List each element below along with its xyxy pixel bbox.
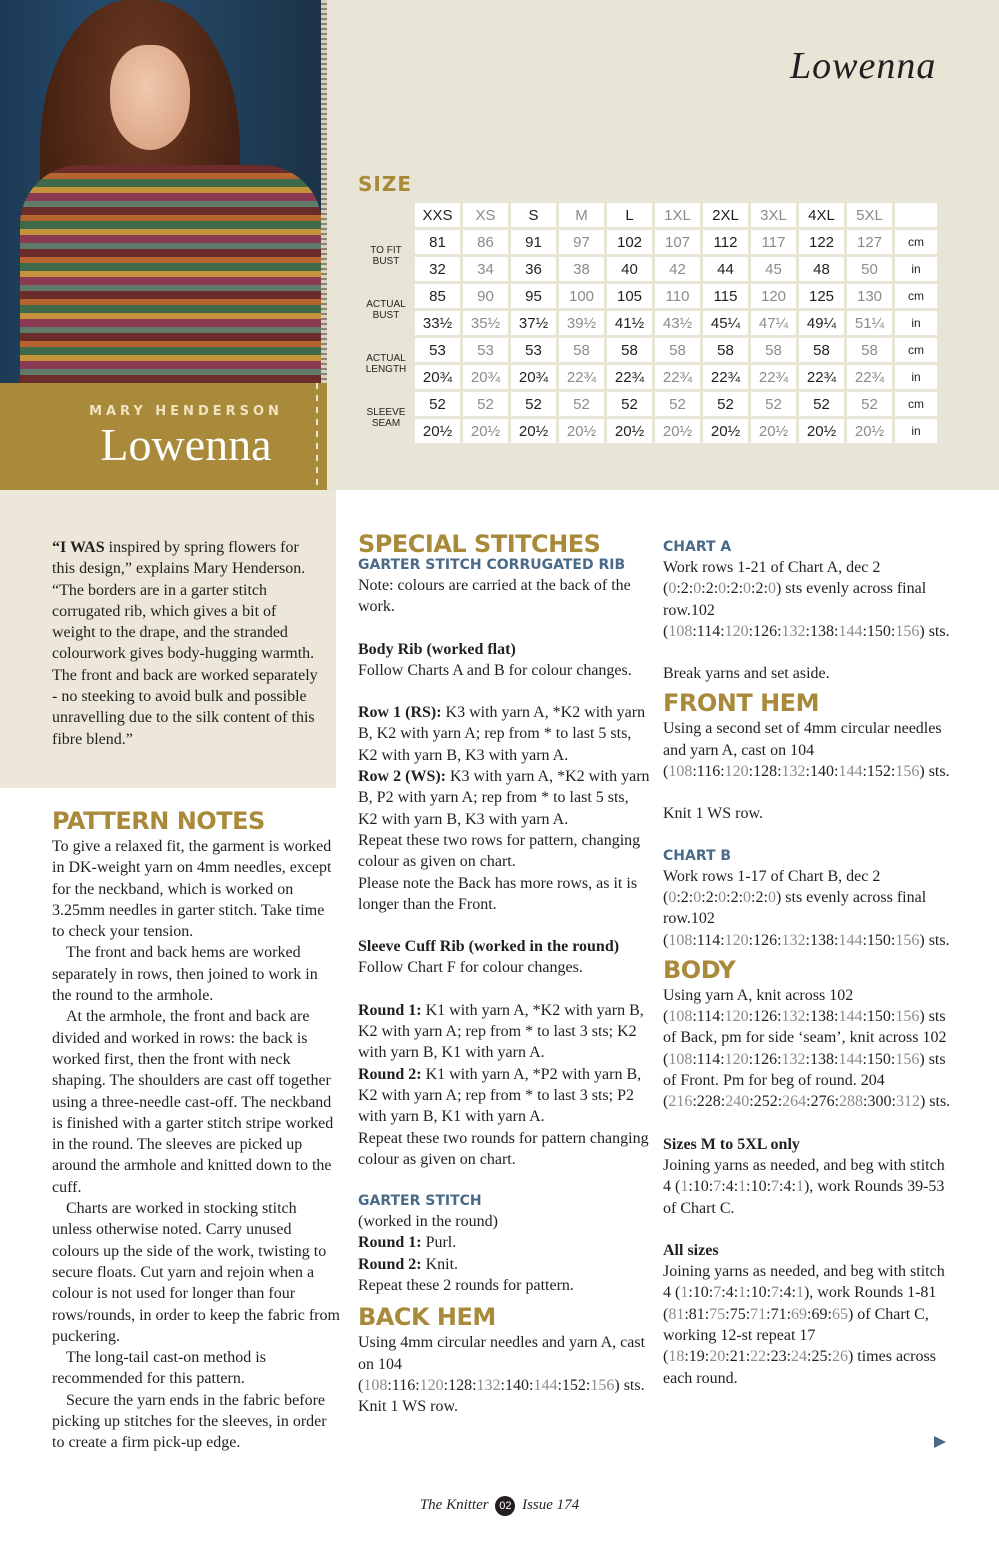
measurement-label: ACTUAL LENGTH <box>360 338 412 389</box>
row-repeat: Repeat these two rows for pattern, changing colour as given on chart. <box>358 831 641 871</box>
back-hem-heading: BACK HEM <box>358 1303 496 1332</box>
chart-b-text: Work rows 1-17 of Chart B, dec 2 ( <box>663 867 881 906</box>
chart-b-counts: 108:114:120:126:132:138:144:150:156 <box>668 931 920 949</box>
size-value: 36 <box>511 257 556 281</box>
unit-label: cm <box>895 284 937 308</box>
unit-label: in <box>895 365 937 389</box>
size-value: 107 <box>655 230 700 254</box>
body-rib-text: Follow Charts A and B for colour changes. <box>358 661 632 679</box>
back-hem-text-end: ) sts. <box>614 1376 645 1394</box>
size-value: 52 <box>511 392 556 416</box>
size-value: 85 <box>415 284 460 308</box>
body-text6: ) sts. <box>919 1093 951 1111</box>
size-value: 39½ <box>559 311 604 335</box>
chart-a-text: Work rows 1-21 of Chart A, dec 2 ( <box>663 559 881 598</box>
intro-quote <box>52 537 322 750</box>
size-value: 52 <box>799 392 844 416</box>
garter-r1-label: Round 1: <box>358 1234 422 1252</box>
size-row <box>360 338 937 362</box>
sizes-m-heading: Sizes M to 5XL only <box>663 1135 800 1153</box>
size-value: 102 <box>607 230 652 254</box>
corrugated-rib-heading: GARTER STITCH CORRUGATED RIB <box>358 557 626 573</box>
designer-name: MARY HENDERSON <box>89 404 283 419</box>
intro-lead: “I WAS <box>52 539 105 556</box>
pattern-notes <box>52 836 340 1454</box>
size-value: 22¾ <box>655 365 700 389</box>
size-value: 52 <box>463 392 508 416</box>
round1-label: Round 1: <box>358 1001 422 1019</box>
chart-a-dec: 0:2:0:2:0:2:0:2:0 <box>668 580 776 598</box>
size-value: 52 <box>415 392 460 416</box>
size-value: 81 <box>415 230 460 254</box>
size-value: 45¼ <box>703 311 748 335</box>
size-label: XXS <box>415 203 460 227</box>
size-value: 58 <box>751 338 796 362</box>
size-value: 58 <box>703 338 748 362</box>
size-value: 40 <box>607 257 652 281</box>
body-total-counts: 216:228:240:252:264:276:288:300:312 <box>668 1093 920 1111</box>
size-value: 52 <box>751 392 796 416</box>
size-table <box>357 200 940 446</box>
size-value: 34 <box>463 257 508 281</box>
sleeve-cuff-heading: Sleeve Cuff Rib (worked in the round) <box>358 938 620 956</box>
row1-label: Row 1 (RS): <box>358 704 442 722</box>
size-value: 20½ <box>511 419 556 443</box>
all-sizes-stitch: 1:10:7:4:1:10:7:4:1 <box>680 1284 804 1302</box>
page-title: Lowenna <box>790 45 937 87</box>
size-row <box>360 365 937 389</box>
sizes-m-text: Joining yarns as needed, and beg with stitch 4 ( <box>663 1156 945 1196</box>
size-row <box>360 392 937 416</box>
size-value: 58 <box>799 338 844 362</box>
all-sizes-text: Joining yarns as needed, and beg with stitch 4 ( <box>663 1263 945 1302</box>
size-label: L <box>607 203 652 227</box>
chart-b-text2: ) sts evenly across final row. <box>663 888 927 928</box>
back-hem-ws: Knit 1 WS row. <box>358 1398 458 1416</box>
size-value: 49¼ <box>799 311 844 335</box>
unit-label: cm <box>895 392 937 416</box>
model-photo <box>0 0 322 383</box>
notes-paragraph: Charts are worked in stocking stitch unless otherwise noted. Carry unused colours up the side of the work, twisting to secure floats. Cut yarn and rejoin when a colour is not used for longer than four rows/rounds, in order to keep the fabric from puckering. <box>52 1200 340 1345</box>
intro-text: inspired by spring flowers for this design,” explains Mary Henderson. “The borders are in a garter stitch corrugated rib, which gives a bit of weight to the drape, and the stranded colourwork gives body-hugging warmth. The front and back are worked separately - no steeking to avoid bulk and possible unravelling due to the silk content of this fibre blend.” <box>52 539 318 748</box>
size-value: 20½ <box>847 419 892 443</box>
size-value: 58 <box>559 338 604 362</box>
size-value: 44 <box>703 257 748 281</box>
row-note: Please note the Back has more rows, as it is longer than the Front. <box>358 874 638 913</box>
row2-text: K3 with yarn A, *K2 with yarn B, P2 with yarn A; rep from * to last 5 sts, K2 with yarn B, K3 with yarn A. <box>358 768 650 828</box>
size-value: 41½ <box>607 311 652 335</box>
size-value: 95 <box>511 284 556 308</box>
size-label: 5XL <box>847 203 892 227</box>
size-value: 105 <box>607 284 652 308</box>
instructions-column <box>663 537 953 1389</box>
body-text4: ) sts of Front. Pm for beg of round. <box>663 1050 946 1090</box>
size-label: 4XL <box>799 203 844 227</box>
size-value: 53 <box>415 338 460 362</box>
size-value: 22¾ <box>559 365 604 389</box>
size-value: 112 <box>703 230 748 254</box>
sizes-m-stitch: 1:10:7:4:1:10:7:4:1 <box>680 1178 804 1196</box>
size-header-row <box>360 203 937 227</box>
size-value: 22¾ <box>703 365 748 389</box>
size-label: 1XL <box>655 203 700 227</box>
size-value: 58 <box>607 338 652 362</box>
all-sizes-times: 18:19:20:21:22:23:24:25:26 <box>668 1348 848 1366</box>
unit-label: in <box>895 311 937 335</box>
chart-a-text4: ) sts. <box>919 622 950 640</box>
size-heading: SIZE <box>358 172 413 196</box>
size-row <box>360 311 937 335</box>
size-value: 22¾ <box>607 365 652 389</box>
size-value: 91 <box>511 230 556 254</box>
chart-a-text2: ) sts evenly across final row. <box>663 580 927 619</box>
size-value: 120 <box>751 284 796 308</box>
size-value: 52 <box>655 392 700 416</box>
front-hem-text: Using a second set of 4mm circular needles and yarn A, cast on <box>663 720 942 759</box>
size-value: 86 <box>463 230 508 254</box>
size-value: 130 <box>847 284 892 308</box>
back-hem-text: Using 4mm circular needles and yarn A, cast on 104 ( <box>358 1334 646 1394</box>
size-value: 48 <box>799 257 844 281</box>
size-value: 20¾ <box>511 365 556 389</box>
magazine-name: The Knitter <box>419 1497 489 1513</box>
special-stitches-heading: SPECIAL STITCHES <box>358 530 601 558</box>
size-value: 20½ <box>751 419 796 443</box>
pattern-title: Lowenna <box>100 419 272 470</box>
body-text3: 102 ( <box>663 1029 947 1068</box>
size-value: 47¼ <box>751 311 796 335</box>
special-stitches-column <box>358 529 650 1418</box>
size-value: 20½ <box>799 419 844 443</box>
garter-r2-label: Round 2: <box>358 1255 422 1273</box>
size-row <box>360 419 937 443</box>
body-back-counts: 108:114:120:126:132:138:144:150:156 <box>668 1008 920 1026</box>
size-label: 3XL <box>751 203 796 227</box>
chart-a-heading: CHART A <box>663 539 732 555</box>
issue-number: Issue 174 <box>522 1497 580 1513</box>
size-row <box>360 230 937 254</box>
front-hem-text3: ) sts. <box>919 763 950 781</box>
notes-paragraph: Secure the yarn ends in the fabric before picking up stitches for the sleeves, in order to create a firm pick-up edge. <box>52 1391 327 1452</box>
body-text: Using yarn A, knit across 102 ( <box>663 986 854 1026</box>
size-value: 51¼ <box>847 311 892 335</box>
body-rib-heading: Body Rib (worked flat) <box>358 640 516 658</box>
size-value: 35½ <box>463 311 508 335</box>
measurement-label: TO FIT BUST <box>360 230 412 281</box>
size-value: 58 <box>655 338 700 362</box>
size-value: 37½ <box>511 311 556 335</box>
unit-label: in <box>895 257 937 281</box>
size-label: M <box>559 203 604 227</box>
size-label: 2XL <box>703 203 748 227</box>
body-heading: BODY <box>663 955 736 984</box>
size-value: 20½ <box>703 419 748 443</box>
size-row <box>360 284 937 308</box>
round1-text: K1 with yarn A, *K2 with yarn B, K2 with yarn A; rep from * to last 3 sts; K2 with yarn B, K1 with yarn A. <box>358 1001 644 1062</box>
pattern-notes-heading: PATTERN NOTES <box>52 807 265 835</box>
size-label: XS <box>463 203 508 227</box>
sizes-m-text2: ), work Rounds 39-53 of Chart C. <box>663 1178 945 1217</box>
front-hem-text2: 104 ( <box>663 741 815 781</box>
chart-a-break: Break yarns and set aside. <box>663 665 830 683</box>
sleeve-cuff-text: Follow Chart F for colour changes. <box>358 959 583 977</box>
round-repeat: Repeat these two rounds for pattern changing colour as given on chart. <box>358 1129 649 1168</box>
size-value: 20¾ <box>463 365 508 389</box>
chart-b-heading: CHART B <box>663 847 732 864</box>
size-value: 22¾ <box>751 365 796 389</box>
size-value: 22¾ <box>799 365 844 389</box>
garter-stitch-heading: GARTER STITCH <box>358 1193 482 1210</box>
size-value: 22¾ <box>847 365 892 389</box>
all-sizes-heading: All sizes <box>663 1241 719 1259</box>
notes-paragraph: To give a relaxed fit, the garment is worked in DK-weight yarn on 4mm needles, except for the neckband, which is worked on 3.25mm needles in garter stitch. Take time to check your tension. <box>52 838 332 941</box>
garter-r1-text: Purl. <box>421 1234 457 1252</box>
row2-label: Row 2 (WS): <box>358 768 446 786</box>
garter-sub: (worked in the round) <box>358 1213 498 1231</box>
size-value: 20½ <box>415 419 460 443</box>
size-value: 53 <box>511 338 556 362</box>
front-hem-heading: FRONT HEM <box>663 689 819 718</box>
size-value: 20½ <box>559 419 604 443</box>
size-value: 110 <box>655 284 700 308</box>
size-value: 122 <box>799 230 844 254</box>
size-value: 42 <box>655 257 700 281</box>
back-hem-counts: 108:116:120:128:132:140:144:152:156 <box>363 1376 615 1394</box>
chart-b-dec: 0:2:0:2:0:2:0:2:0 <box>668 888 776 906</box>
front-hem-counts: 108:116:120:128:132:140:144:152:156 <box>668 763 920 781</box>
size-value: 117 <box>751 230 796 254</box>
garter-r2-text: Knit. <box>421 1255 459 1273</box>
all-sizes-text4: ) times across each round. <box>663 1348 936 1387</box>
size-row <box>360 257 937 281</box>
unit-label: in <box>895 419 937 443</box>
row1-text: K3 with yarn A, *K2 with yarn B, K2 with yarn A; rep from * to last 5 sts, K2 with yarn B, K3 with yarn A. <box>358 704 646 764</box>
size-value: 43½ <box>655 311 700 335</box>
size-value: 52 <box>559 392 604 416</box>
size-value: 50 <box>847 257 892 281</box>
unit-label: cm <box>895 338 937 362</box>
round2-label: Round 2: <box>358 1065 422 1083</box>
measurement-label: SLEEVE SEAM <box>360 392 412 443</box>
chart-a-text3: 102 ( <box>663 601 715 640</box>
body-text5: 204 ( <box>663 1072 885 1111</box>
notes-paragraph: At the armhole, the front and back are divided and worked in rows: the back is worked first, then the front with neck shaping. The shoulders are cast off together using a three-needle cast-off. The neckband is finished with a garter stitch stripe worked in the round. The sleeves are picked up around the armhole and knitted down to the cuff. <box>52 1008 334 1196</box>
measurement-label: ACTUAL BUST <box>360 284 412 335</box>
continue-arrow-icon <box>934 1436 946 1448</box>
size-value: 20½ <box>607 419 652 443</box>
size-value: 53 <box>463 338 508 362</box>
notes-paragraph: The front and back hems are worked separately in rows, then joined to work in the round to the armhole. <box>52 944 318 1005</box>
size-value: 100 <box>559 284 604 308</box>
size-value: 52 <box>703 392 748 416</box>
garter-repeat: Repeat these 2 rounds for pattern. <box>358 1277 574 1295</box>
size-value: 38 <box>559 257 604 281</box>
body-text2: ) sts of Back, pm for side ‘seam’, knit across <box>663 1008 946 1047</box>
all-sizes-text3: ) of Chart C, working 12-st repeat 17 ( <box>663 1305 929 1366</box>
chart-b-text4: ) sts. <box>919 931 950 949</box>
round2-text: K1 with yarn A, *P2 with yarn B, K2 with yarn A; rep from * to last 3 sts; P2 with yarn B, K1 with yarn A. <box>358 1065 642 1126</box>
size-value: 45 <box>751 257 796 281</box>
size-value: 58 <box>847 338 892 362</box>
size-value: 125 <box>799 284 844 308</box>
chart-b-text3: 102 ( <box>663 910 715 949</box>
colour-note: Note: colours are carried at the back of the work. <box>358 577 631 616</box>
size-value: 52 <box>847 392 892 416</box>
size-value: 20½ <box>463 419 508 443</box>
unit-label: cm <box>895 230 937 254</box>
page-number: 02 <box>495 1496 515 1516</box>
chart-a-counts: 108:114:120:126:132:138:144:150:156 <box>668 622 920 640</box>
body-front-counts: 108:114:120:126:132:138:144:150:156 <box>668 1050 920 1068</box>
size-value: 32 <box>415 257 460 281</box>
size-value: 20¾ <box>415 365 460 389</box>
page-footer <box>0 1496 999 1516</box>
size-value: 90 <box>463 284 508 308</box>
size-label: S <box>511 203 556 227</box>
notes-paragraph: The long-tail cast-on method is recommended for this pattern. <box>52 1349 266 1388</box>
size-value: 97 <box>559 230 604 254</box>
all-sizes-text2: ), work Rounds 1-81 ( <box>663 1284 937 1323</box>
size-value: 115 <box>703 284 748 308</box>
size-value: 127 <box>847 230 892 254</box>
size-value: 20½ <box>655 419 700 443</box>
size-value: 33½ <box>415 311 460 335</box>
all-sizes-rounds: 81:81:75:75:71:71:69:69:65 <box>668 1305 848 1323</box>
front-hem-ws: Knit 1 WS row. <box>663 805 763 823</box>
size-value: 52 <box>607 392 652 416</box>
